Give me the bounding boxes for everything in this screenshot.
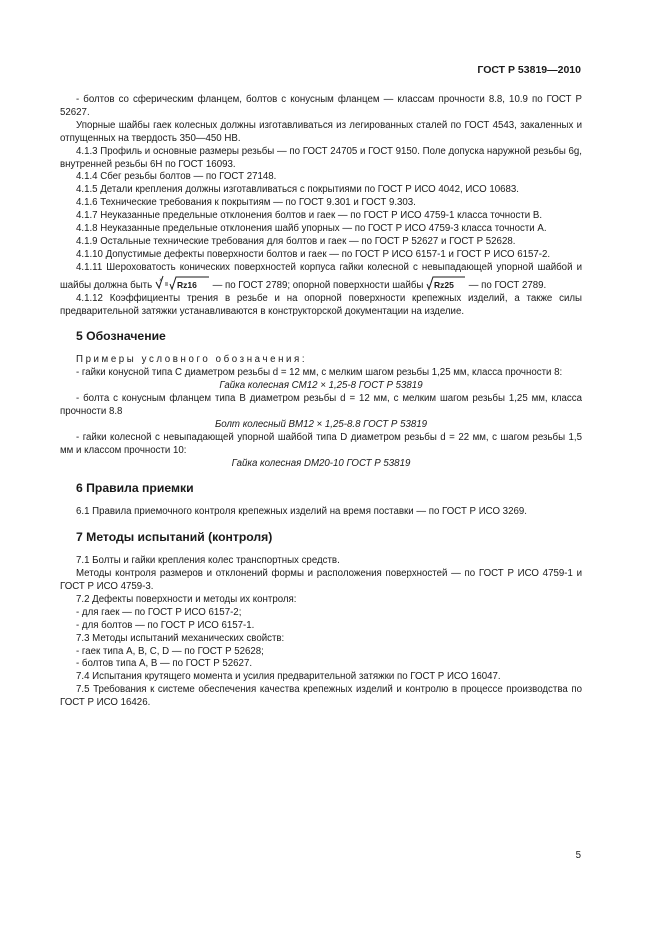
paragraph: 4.1.10 Допустимые дефекты поверхности болтов и гаек — по ГОСТ Р ИСО 6157-1 и ГОСТ Р ИСО 6157-2.: [76, 248, 551, 260]
roughness-symbol-icon: [155, 275, 210, 292]
roughness-symbol-icon: [426, 275, 466, 292]
section-6-heading: 6 Правила приемки: [76, 481, 194, 496]
roughness-text-a: 4.1.11 Шероховатость конических поверхностей корпуса гайки колесной с невыпадающей упорной шайбой и шайбы должна быть: [60, 261, 582, 291]
paragraph: Упорные шайбы гаек колесных должны изготавливаться из легированных сталей по ГОСТ 4543, закаленных и отпущенных на твердость 350—450 НВ.: [60, 119, 582, 144]
paragraph: 7.4 Испытания крутящего момента и усилия предварительной затяжки по ГОСТ Р ИСО 16047.: [76, 671, 501, 683]
roughness-text-c: — по ГОСТ 2789.: [468, 279, 547, 291]
section-5-heading: 5 Обозначение: [76, 329, 166, 344]
page-number: 5: [575, 850, 581, 861]
svg-text:x: x: [159, 276, 162, 282]
paragraph: - для болтов — по ГОСТ Р ИСО 6157-1.: [76, 619, 255, 631]
paragraph: - для гаек — по ГОСТ Р ИСО 6157-2;: [76, 606, 242, 618]
paragraph: 4.1.4 Сбег резьбы болтов — по ГОСТ 27148.: [76, 171, 277, 183]
document-header: ГОСТ Р 53819—2010: [477, 64, 581, 76]
paragraph: 4.1.9 Остальные технические требования для болтов и гаек — по ГОСТ Р 52627 и ГОСТ Р 52628.: [76, 235, 516, 247]
paragraph: - болта с конусным фланцем типа В диаметром резьбы d = 12 мм, с мелким шагом резьбы 1,25 мм, класса прочности 8.8: [60, 393, 582, 417]
paragraph: - гайки конусной типа С диаметром резьбы d = 12 мм, с мелким шагом резьбы 1,25 мм, класса прочности 8:: [76, 367, 563, 379]
paragraph: Методы контроля размеров и отклонений формы и расположения поверхностей — по ГОСТ Р ИСО 4759-1 и ГОСТ Р ИСО 4759-3.: [60, 568, 582, 592]
designation-example: Гайка колесная CM12 × 1,25-8 ГОСТ Р 53819: [219, 380, 423, 392]
paragraph: Примеры условного обозначения:: [76, 354, 308, 366]
designation-example: Гайка колесная DM20-10 ГОСТ Р 53819: [231, 457, 411, 469]
paragraph: - гайки колесной с невыпадающей упорной шайбой типа D диаметром резьбы d = 22 мм, с шагом резьбы 1,5 мм и классом прочности 10:: [60, 431, 582, 456]
paragraph: 7.5 Требования к системе обеспечения качества крепежных изделий и контролю в процессе производства по ГОСТ Р ИСО 16426.: [60, 684, 582, 709]
paragraph: 4.1.6 Технические требования к покрытиям — по ГОСТ 9.301 и ГОСТ 9.303.: [76, 197, 416, 209]
roughness-value-2: Rz25: [434, 279, 454, 290]
roughness-text-b: — по ГОСТ 2789; опорной поверхности шайбы: [212, 279, 424, 291]
paragraph: 4.1.8 Неуказанные предельные отклонения шайб упорных — по ГОСТ Р ИСО 4759-3 класса точности А.: [76, 223, 547, 235]
paragraph: - болтов со сферическим фланцем, болтов с конусным фланцем — классам прочности 8.8, 10.9 по ГОСТ Р 52627.: [60, 94, 582, 118]
paragraph-roughness: [60, 262, 582, 293]
paragraph: 7.2 Дефекты поверхности и методы их контроля:: [76, 593, 297, 605]
section-7-heading: 7 Методы испытаний (контроля): [76, 530, 273, 545]
paragraph: 7.3 Методы испытаний механических свойств:: [76, 632, 285, 644]
paragraph: - гаек типа А, В, С, D — по ГОСТ Р 52628;: [76, 645, 264, 657]
paragraph: 7.1 Болты и гайки крепления колес транспортных средств.: [76, 555, 340, 567]
designation-example: Болт колесный BM12 × 1,25-8.8 ГОСТ Р 53819: [214, 418, 428, 430]
paragraph: 4.1.7 Неуказанные предельные отклонения болтов и гаек — по ГОСТ Р ИСО 4759-1 класса точности В.: [76, 210, 543, 222]
paragraph: 6.1 Правила приемочного контроля крепежных изделий на время поставки — по ГОСТ Р ИСО 3269.: [76, 506, 527, 518]
paragraph: 4.1.5 Детали крепления должны изготавливаться с покрытиями по ГОСТ Р ИСО 4042, ИСО 10683.: [76, 184, 519, 196]
roughness-value-1: Rz16: [176, 279, 197, 290]
paragraph: 4.1.12 Коэффициенты трения в резьбе и на опорной поверхности крепежных изделий, а также силы предварительной затяжки устанавливаются в конструкторской документации на изделие.: [60, 292, 582, 317]
document-body: [60, 94, 582, 710]
paragraph: 4.1.3 Профиль и основные размеры резьбы — по ГОСТ 24705 и ГОСТ 9150. Поле допуска наружной резьбы 6g, внутренней резьбы 6Н по ГОСТ 16093.: [60, 145, 582, 170]
paragraph: - болтов типа А, В — по ГОСТ Р 52627.: [76, 658, 253, 670]
